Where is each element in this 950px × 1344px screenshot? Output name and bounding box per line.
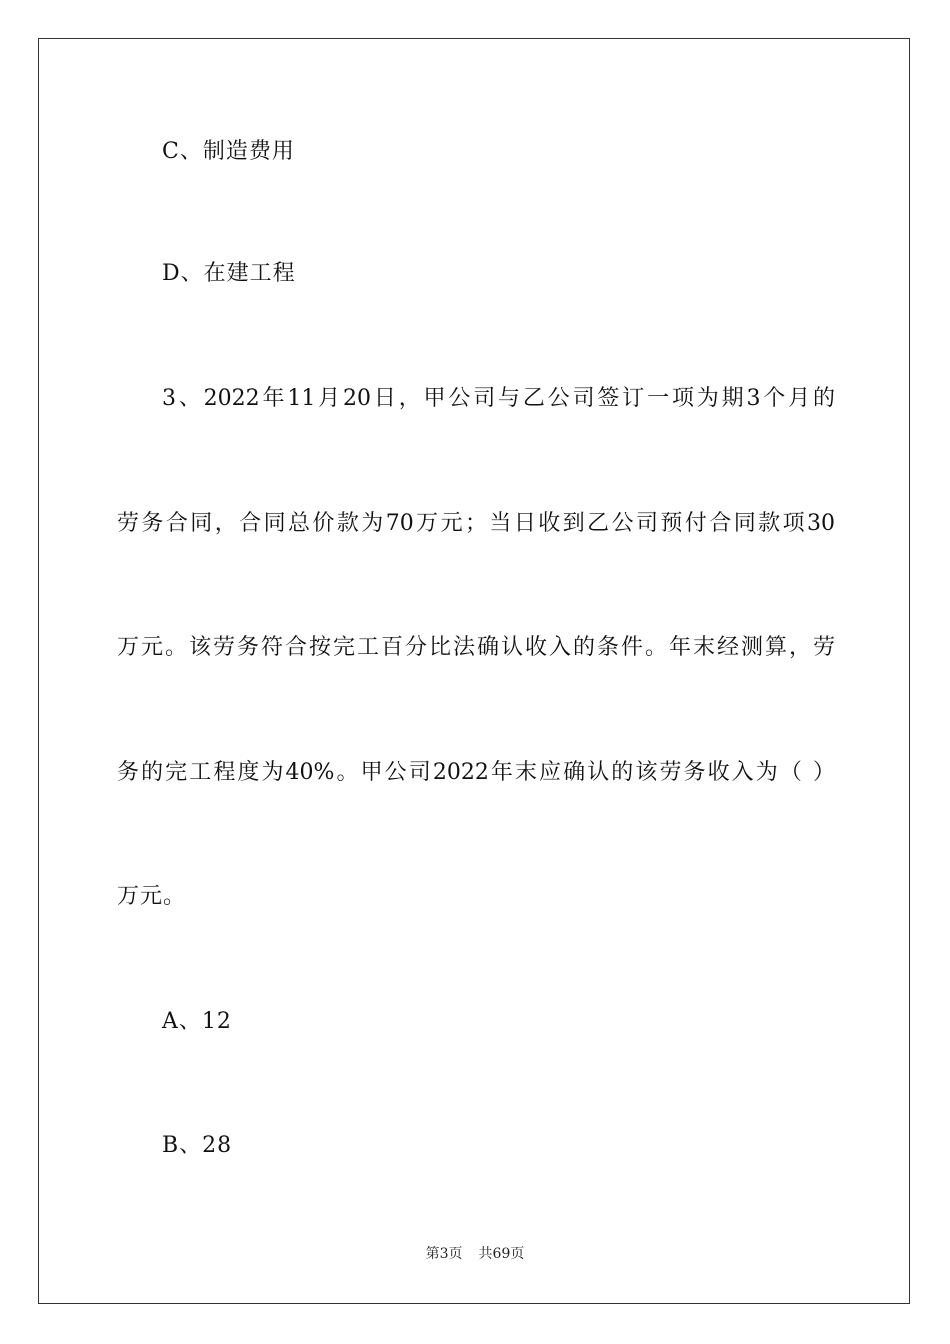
page-footer xyxy=(0,1245,950,1263)
question-line-2: 劳务合同，合同总价款为70万元；当日收到乙公司预付合同款项30 xyxy=(117,511,835,536)
question-line-1: 3、2022年11月20日，甲公司与乙公司签订一项为期3个月的 xyxy=(162,386,835,411)
question-line-3: 万元。该劳务符合按完工百分比法确认收入的条件。年末经测算，劳 xyxy=(117,635,835,660)
question-line-4: 务的完工程度为40%。甲公司2022年末应确认的该劳务收入为（ ） xyxy=(117,760,835,785)
total-pages: 共69页 xyxy=(478,1246,525,1262)
question-line-5: 万元。 xyxy=(117,884,187,909)
option-a: A、12 xyxy=(162,1009,232,1034)
option-c: C、制造费用 xyxy=(162,139,295,164)
option-b: B、28 xyxy=(162,1133,233,1158)
page-border xyxy=(38,38,910,1304)
page-number: 第3页 xyxy=(425,1246,463,1262)
option-d: D、在建工程 xyxy=(162,261,296,286)
